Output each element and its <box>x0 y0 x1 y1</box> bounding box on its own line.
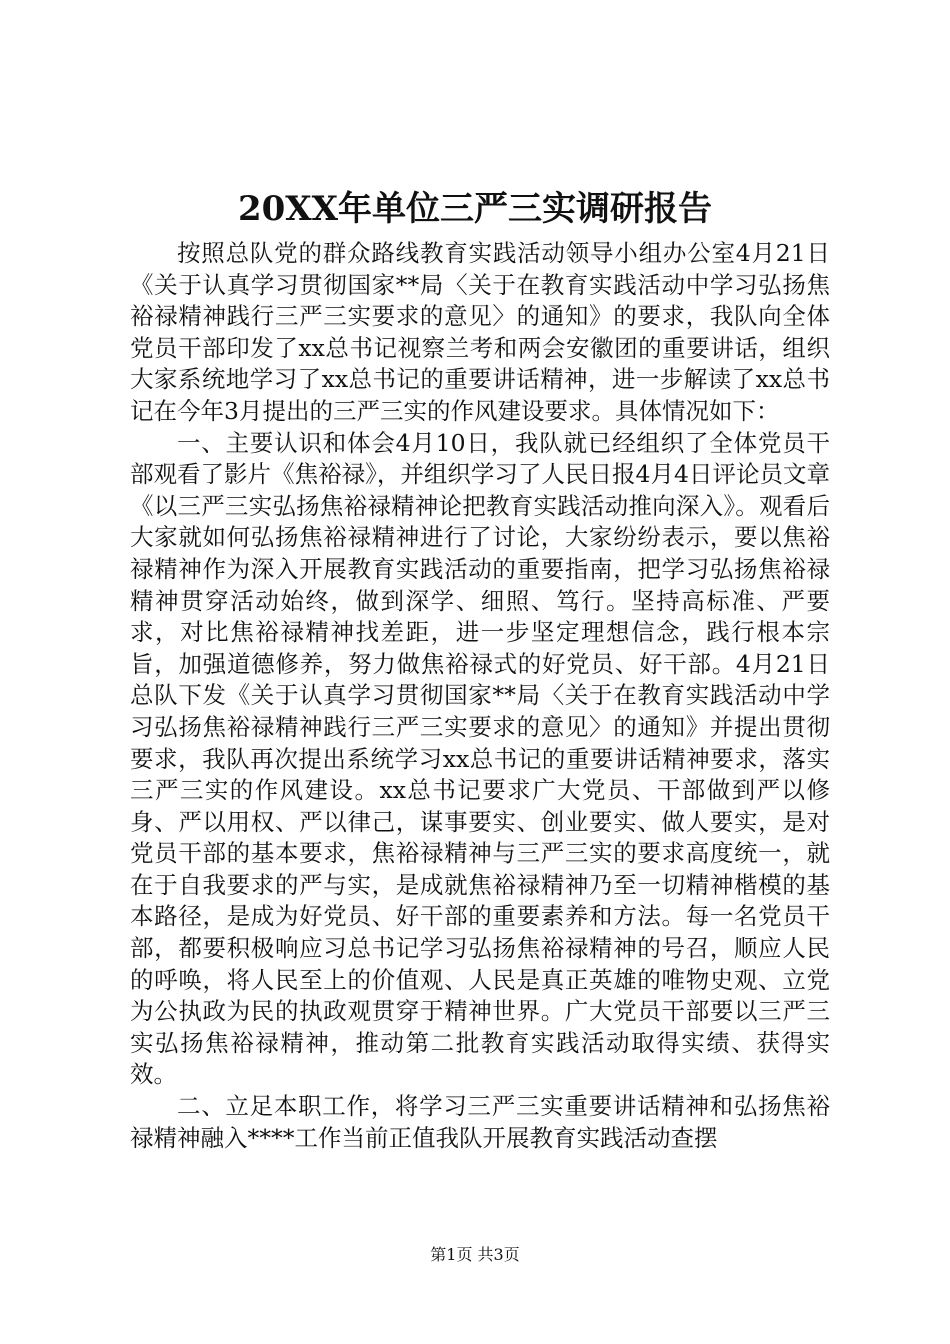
paragraph-section-1: 一、主要认识和体会4月10日，我队就已经组织了全体党员干部观看了影片《焦裕禄》，并组织学习了人民日报4月4日评论员文章《以三严三实弘扬焦裕禄精神论把教育实践活动推向深入》。观看后大家就如何弘扬焦裕禄精神进行了讨论，大家纷纷表示，要以焦裕禄精神作为深入开展教育实践活动的重要指南，把学习弘扬焦裕禄精神贯穿活动始终，做到深学、细照、笃行。坚持高标准、严要求，对比焦裕禄精神找差距，进一步坚定理想信念，践行根本宗旨，加强道德修养，努力做焦裕禄式的好党员、好干部。4月21日总队下发《关于认真学习贯彻国家**局〈关于在教育实践活动中学习弘扬焦裕禄精神践行三严三实要求的意见〉的通知》并提出贯彻要求，我队再次提出系统学习xx总书记的重要讲话精神要求，落实三严三实的作风建设。xx总书记要求广大党员、干部做到严以修身、严以用权、严以律己，谋事要实、创业要实、做人要实，是对党员干部的基本要求，焦裕禄精神与三严三实的要求高度统一，就在于自我要求的严与实，是成就焦裕禄精神乃至一切精神楷模的基本路径，是成为好党员、好干部的重要素养和方法。每一名党员干部，都要积极响应习总书记学习弘扬焦裕禄精神的号召，顺应人民的呼唤，将人民至上的价值观、人民是真正英雄的唯物史观、立党为公执政为民的执政观贯穿于精神世界。广大党员干部要以三严三实弘扬焦裕禄精神，推动第二批教育实践活动取得实绩、获得实效。 <box>130 428 830 1089</box>
document-body <box>130 238 830 1154</box>
paragraph-section-2: 二、立足本职工作，将学习三严三实重要讲话精神和弘扬焦裕禄精神融入****工作当前正值我队开展教育实践活动查摆 <box>130 1092 830 1152</box>
paragraph-intro: 按照总队党的群众路线教育实践活动领导小组办公室4月21日《关于认真学习贯彻国家**局〈关于在教育实践活动中学习弘扬焦裕禄精神践行三严三实要求的意见〉的通知》的要求，我队向全体党员干部印发了xx总书记视察兰考和两会安徽团的重要讲话，组织大家系统地学习了xx总书记的重要讲话精神，进一步解读了xx总书记在今年3月提出的三严三实的作风建设要求。具体情况如下： <box>130 239 830 425</box>
document-title: 20XX年单位三严三实调研报告 <box>237 189 713 229</box>
page-number-footer: 第1页 共3页 <box>430 1245 520 1264</box>
